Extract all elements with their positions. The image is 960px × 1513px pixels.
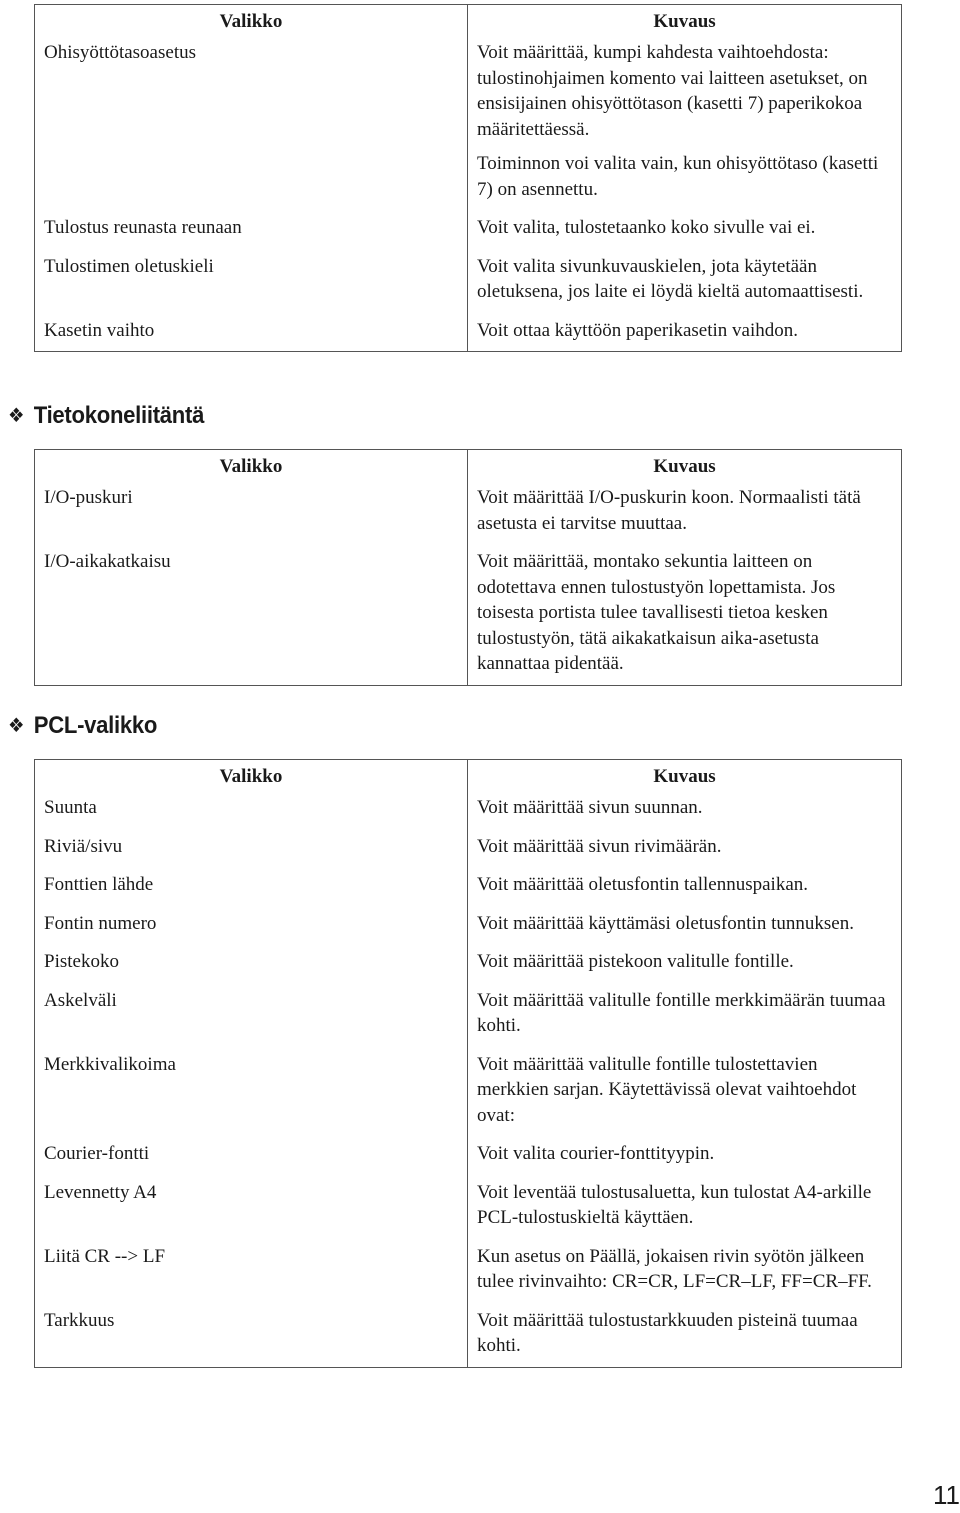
section-heading-pcl-menu xyxy=(8,712,157,740)
menu-item-description: Voit määrittää valitulle fontille merkkimäärän tuumaa kohti. xyxy=(468,988,902,1052)
table-row xyxy=(35,988,902,1052)
section-title: PCL-valikko xyxy=(33,712,158,739)
menu-item-description: Voit määrittää valitulle fontille tulostettavien merkkien sarjan. Käytettävissä olevat vaihtoehdot ovat: xyxy=(468,1052,902,1142)
diamond-bullet-icon: ❖ xyxy=(8,405,25,427)
menu-item-name: Tarkkuus xyxy=(35,1308,468,1368)
table-row xyxy=(35,549,902,685)
menu-item-name: I/O-aikakatkaisu xyxy=(35,549,468,685)
table-row xyxy=(35,949,902,988)
table-row xyxy=(35,40,902,215)
menu-item-name: Liitä CR --> LF xyxy=(35,1244,468,1308)
table-row xyxy=(35,1180,902,1244)
table-row xyxy=(35,911,902,950)
menu-item-name: Riviä/sivu xyxy=(35,834,468,873)
column-header-description: Kuvaus xyxy=(468,760,902,796)
menu-item-description: Voit määrittää oletusfontin tallennuspaikan. xyxy=(468,872,902,911)
menu-item-description xyxy=(468,40,902,215)
menu-item-description: Voit ottaa käyttöön paperikasetin vaihdon. xyxy=(468,318,902,352)
table-row xyxy=(35,215,902,254)
menu-item-description: Voit määrittää tulostustarkkuuden pisteinä tuumaa kohti. xyxy=(468,1308,902,1368)
table-row xyxy=(35,834,902,873)
menu-item-name: Levennetty A4 xyxy=(35,1180,468,1244)
menu-item-description: Voit valita sivunkuvauskielen, jota käytetään oletuksena, jos laite ei löydä kieltä automaattisesti. xyxy=(468,254,902,318)
table-row xyxy=(35,1141,902,1180)
table-row xyxy=(35,872,902,911)
menu-item-description: Voit määrittää käyttämäsi oletusfontin tunnuksen. xyxy=(468,911,902,950)
settings-table-1 xyxy=(34,4,902,352)
menu-item-description: Voit määrittää sivun rivimäärän. xyxy=(468,834,902,873)
table-row xyxy=(35,795,902,834)
menu-item-name: Suunta xyxy=(35,795,468,834)
table-row xyxy=(35,254,902,318)
table-row xyxy=(35,1244,902,1308)
settings-table-3 xyxy=(34,759,902,1368)
menu-item-name: Pistekoko xyxy=(35,949,468,988)
menu-item-description: Voit määrittää, montako sekuntia laitteen on odotettava ennen tulostustyön lopettamista. Jos toisesta portista tulee tavallisesti tietoa kesken tulostustyön, tätä aikakatkaisun aika-asetusta kannattaa pidentää. xyxy=(468,549,902,685)
column-header-description: Kuvaus xyxy=(468,450,902,486)
column-header-menu: Valikko xyxy=(35,5,468,41)
menu-item-name: Merkkivalikoima xyxy=(35,1052,468,1142)
settings-table-2 xyxy=(34,449,902,686)
table-header-row xyxy=(35,760,902,796)
menu-item-description: Voit määrittää I/O-puskurin koon. Normaalisti tätä asetusta ei tarvitse muuttaa. xyxy=(468,485,902,549)
menu-item-name: I/O-puskuri xyxy=(35,485,468,549)
menu-item-description: Voit määrittää pistekoon valitulle fontille. xyxy=(468,949,902,988)
table-header-row xyxy=(35,5,902,41)
menu-item-name: Tulostus reunasta reunaan xyxy=(35,215,468,254)
page-number: 11 xyxy=(933,1480,960,1510)
section-title: Tietokoneliitäntä xyxy=(33,402,205,429)
diamond-bullet-icon: ❖ xyxy=(8,715,25,737)
table-row xyxy=(35,485,902,549)
column-header-menu: Valikko xyxy=(35,760,468,796)
table-header-row xyxy=(35,450,902,486)
column-header-menu: Valikko xyxy=(35,450,468,486)
menu-item-description: Voit valita, tulostetaanko koko sivulle vai ei. xyxy=(468,215,902,254)
section-heading-interface xyxy=(8,402,204,430)
description-paragraph: Voit määrittää, kumpi kahdesta vaihtoehdosta: tulostinohjaimen komento vai laitteen asetukset, on ensisijainen ohisyöttötason (kasetti 7) paperikokoa määritettäessä. xyxy=(477,42,868,140)
menu-item-description: Voit määrittää sivun suunnan. xyxy=(468,795,902,834)
table-row xyxy=(35,1052,902,1142)
table-row xyxy=(35,318,902,352)
menu-item-description: Voit leventää tulostusaluetta, kun tulostat A4-arkille PCL-tulostuskieltä käyttäen. xyxy=(468,1180,902,1244)
table-row xyxy=(35,1308,902,1368)
menu-item-name: Ohisyöttötasoasetus xyxy=(35,40,468,215)
menu-item-description: Voit valita courier-fonttityypin. xyxy=(468,1141,902,1180)
column-header-description: Kuvaus xyxy=(468,5,902,41)
description-paragraph: Toiminnon voi valita vain, kun ohisyöttötaso (kasetti 7) on asennettu. xyxy=(477,153,879,200)
menu-item-description: Kun asetus on Päällä, jokaisen rivin syötön jälkeen tulee rivinvaihto: CR=CR, LF=CR–LF, FF=CR–FF. xyxy=(468,1244,902,1308)
menu-item-name: Fonttien lähde xyxy=(35,872,468,911)
menu-item-name: Tulostimen oletuskieli xyxy=(35,254,468,318)
menu-item-name: Courier-fontti xyxy=(35,1141,468,1180)
menu-item-name: Askelväli xyxy=(35,988,468,1052)
menu-item-name: Kasetin vaihto xyxy=(35,318,468,352)
menu-item-name: Fontin numero xyxy=(35,911,468,950)
